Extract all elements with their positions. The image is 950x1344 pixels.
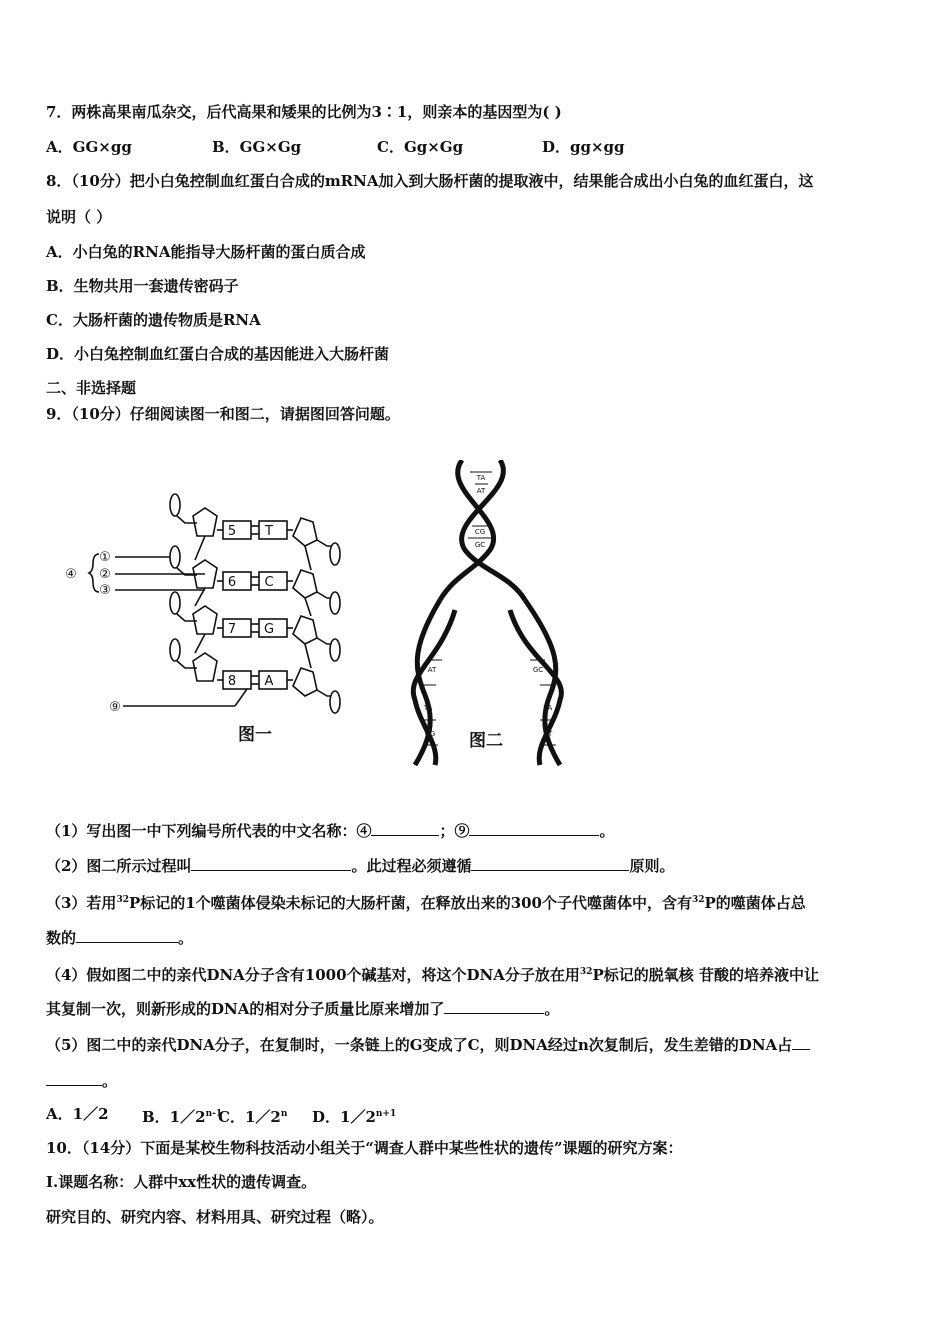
- figure2-pair-6: TA: [423, 704, 433, 712]
- q9-sub3-line2: 数的 。: [46, 929, 194, 947]
- q8-option-c: C．大肠杆菌的遗传物质是RNA: [46, 311, 261, 329]
- q7-option-c: C．Gg×Gg: [377, 138, 464, 156]
- q7-option-d: D．gg×gg: [542, 138, 625, 156]
- figure1-caption: 图一: [238, 725, 272, 745]
- figure-two: [400, 460, 580, 770]
- q9-sub3-line1: （3）若用$^{32}$P标记的1个噬菌体侵染未标记的大肠杆菌，在释放出来的300个子代噬菌体中，含有$^{32}$P的噬菌体占总: [46, 894, 806, 912]
- answer-blank[interactable]: [76, 927, 178, 943]
- figure2-pair-3: CG: [474, 528, 486, 536]
- figure1-label-2: ②: [99, 567, 111, 582]
- q8-option-d: D．小白兔控制血红蛋白合成的基因能进入大肠杆菌: [46, 345, 390, 363]
- q10-stem: 10．（14分）下面是某校生物科技活动小组关于“调查人群中某些性状的遗传”课题的研究方案：: [46, 1139, 683, 1157]
- answer-blank[interactable]: [444, 998, 544, 1014]
- q7-stem: 7．两株高果南瓜杂交，后代高果和矮果的比例为3∶1，则亲本的基因型为( ): [46, 103, 562, 121]
- figure2-pair-8: GC: [532, 666, 544, 674]
- figure2-caption: 图二: [469, 731, 503, 751]
- figure1-number-7: 7: [227, 622, 237, 637]
- q9-sub5-option-b: B．1／2$^{n-1}$: [142, 1108, 223, 1126]
- figure1-number-5: 5: [227, 524, 237, 539]
- q8-option-b: B．生物共用一套遗传密码子: [46, 277, 239, 295]
- figure2-pair-1: TA: [476, 474, 486, 482]
- figure1-label-9: ⑨: [109, 700, 121, 715]
- answer-blank[interactable]: [46, 1070, 102, 1086]
- figure2-pair-5: AT: [427, 666, 437, 674]
- figure2-pair-9: TA: [543, 704, 553, 712]
- figure1-label-4: ④: [65, 567, 77, 582]
- q9-sub4-line1: （4）假如图二中的亲代DNA分子含有1000个碱基对，将这个DNA分子放在用$^{32}$P标记的脱氧核 苷酸的培养液中让: [46, 966, 819, 984]
- q8-stem-line1: 8．（10分）把小白兔控制血红蛋白合成的mRNA加入到大肠杆菌的提取液中，结果能合成出小白兔的血红蛋白，这: [46, 172, 814, 190]
- q10-line1: I.课题名称：人群中xx性状的遗传调查。: [46, 1173, 317, 1191]
- q9-stem: 9．（10分）仔细阅读图一和图二，请据图回答问题。: [46, 405, 400, 423]
- figure2-pair-10: AT: [543, 730, 553, 738]
- figure1-base-a: A: [264, 674, 274, 689]
- figure2-pair-4: GC: [474, 541, 486, 549]
- figure2-pair-2: AT: [476, 487, 486, 495]
- figure1-base-g: G: [263, 622, 275, 637]
- q9-sub1: （1）写出图一中下列编号所代表的中文名称：④ ；⑨ 。: [46, 822, 615, 840]
- q9-sub5-line2: 。: [46, 1070, 117, 1091]
- figure1-label-3: ③: [99, 583, 111, 598]
- q9-sub5-line1: （5）图二中的亲代DNA分子，在复制时，一条链上的G变成了C，则DNA经过n次复制后，发生差错的DNA占: [46, 1034, 810, 1055]
- figure1-base-t: T: [265, 524, 273, 539]
- q9-sub5-option-a: A．1／2: [46, 1105, 109, 1123]
- answer-blank[interactable]: [471, 855, 629, 871]
- q8-stem-line2: 说明（ ）: [46, 208, 112, 226]
- answer-blank[interactable]: [792, 1034, 810, 1050]
- q8-option-a: A．小白兔的RNA能指导大肠杆菌的蛋白质合成: [46, 243, 366, 261]
- figure1-number-8: 8: [227, 674, 237, 689]
- q10-line2: 研究目的、研究内容、材料用具、研究过程（略）。: [46, 1208, 384, 1226]
- q9-sub5-option-d: D．$1/2^{n+1}$: [312, 1108, 397, 1126]
- figure-one: [55, 478, 355, 753]
- figure1-number-6: 6: [227, 575, 237, 590]
- figure1-label-1: ①: [99, 550, 111, 565]
- q9-sub2: （2）图二所示过程叫 。此过程必须遵循 原则。: [46, 857, 675, 875]
- answer-blank[interactable]: [371, 820, 439, 836]
- figure2-pair-7: CG: [424, 730, 436, 738]
- section-title: 二、非选择题: [46, 379, 137, 397]
- answer-blank[interactable]: [191, 855, 351, 871]
- q9-sub5-option-c: C．1／2$^n$: [218, 1108, 288, 1126]
- q7-option-b: B．GG×Gg: [212, 138, 302, 156]
- q7-option-a: A．GG×gg: [46, 138, 132, 156]
- figure1-base-c: C: [264, 575, 274, 590]
- answer-blank[interactable]: [469, 820, 599, 836]
- q9-sub4-line2: 其复制一次，则新形成的DNA的相对分子质量比原来增加了 。: [46, 1000, 560, 1018]
